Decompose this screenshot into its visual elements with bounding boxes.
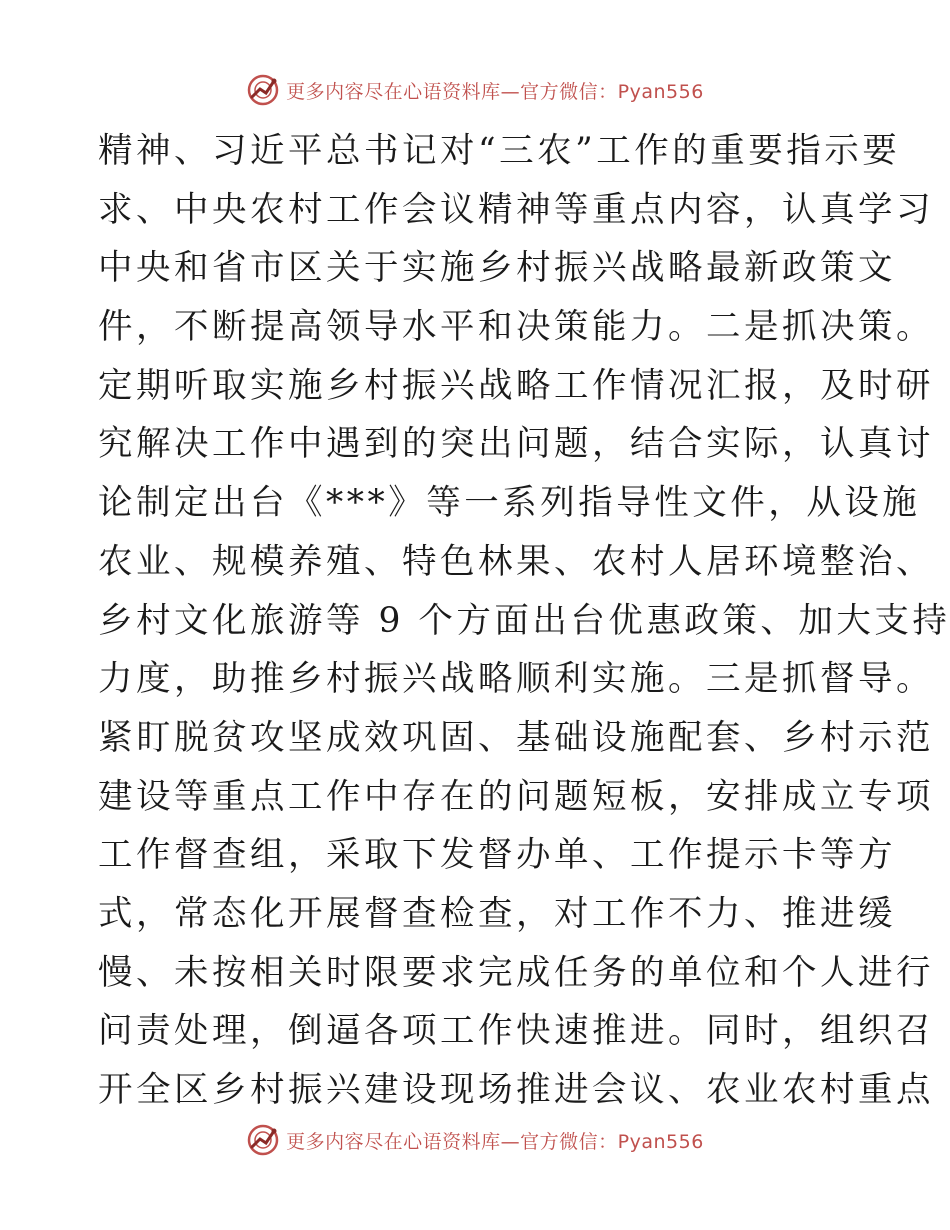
header-watermark	[0, 70, 950, 110]
watermark-text: 更多内容尽在心语资料库—官方微信：Pyan556	[286, 1130, 704, 1153]
seal-logo-icon	[246, 73, 280, 107]
text-line: 论制定出台《***》等一系列指导性文件，从设施	[98, 483, 921, 524]
text-line: 力度，助推乡村振兴战略顺利实施。三是抓督导。	[98, 659, 934, 700]
text-line: 定期听取实施乡村振兴战略工作情况汇报，及时研	[98, 365, 934, 406]
text-line: 中央和省市区关于实施乡村振兴战略最新政策文	[98, 248, 896, 289]
text-line: 工作督查组，采取下发督办单、工作提示卡等方	[98, 835, 896, 876]
footer-watermark	[0, 1120, 950, 1160]
text-line: 式，常态化开展督查检查，对工作不力、推进缓	[98, 893, 896, 934]
text-line: 慢、未按相关时限要求完成任务的单位和个人进行	[98, 952, 934, 993]
text-line: 紧盯脱贫攻坚成效巩固、基础设施配套、乡村示范	[98, 717, 934, 758]
watermark-text: 更多内容尽在心语资料库—官方微信：Pyan556	[286, 80, 704, 103]
text-line: 乡村文化旅游等 9 个方面出台优惠政策、加大支持	[98, 600, 950, 641]
seal-logo-icon	[246, 1123, 280, 1157]
text-line: 究解决工作中遇到的突出问题，结合实际，认真讨	[98, 424, 934, 465]
text-line: 求、中央农村工作会议精神等重点内容，认真学习	[98, 189, 934, 230]
text-line: 问责处理，倒逼各项工作快速推进。同时，组织召	[98, 1011, 934, 1052]
text-line: 件，不断提高领导水平和决策能力。二是抓决策。	[98, 307, 934, 348]
text-line: 开全区乡村振兴建设现场推进会议、农业农村重点	[98, 1070, 934, 1110]
text-line: 建设等重点工作中存在的问题短板，安排成立专项	[98, 776, 934, 817]
document-body	[98, 122, 950, 1120]
text-line: 精神、习近平总书记对“三农”工作的重要指示要	[98, 131, 901, 171]
text-line: 农业、规模养殖、特色林果、农村人居环境整治、	[98, 541, 934, 582]
